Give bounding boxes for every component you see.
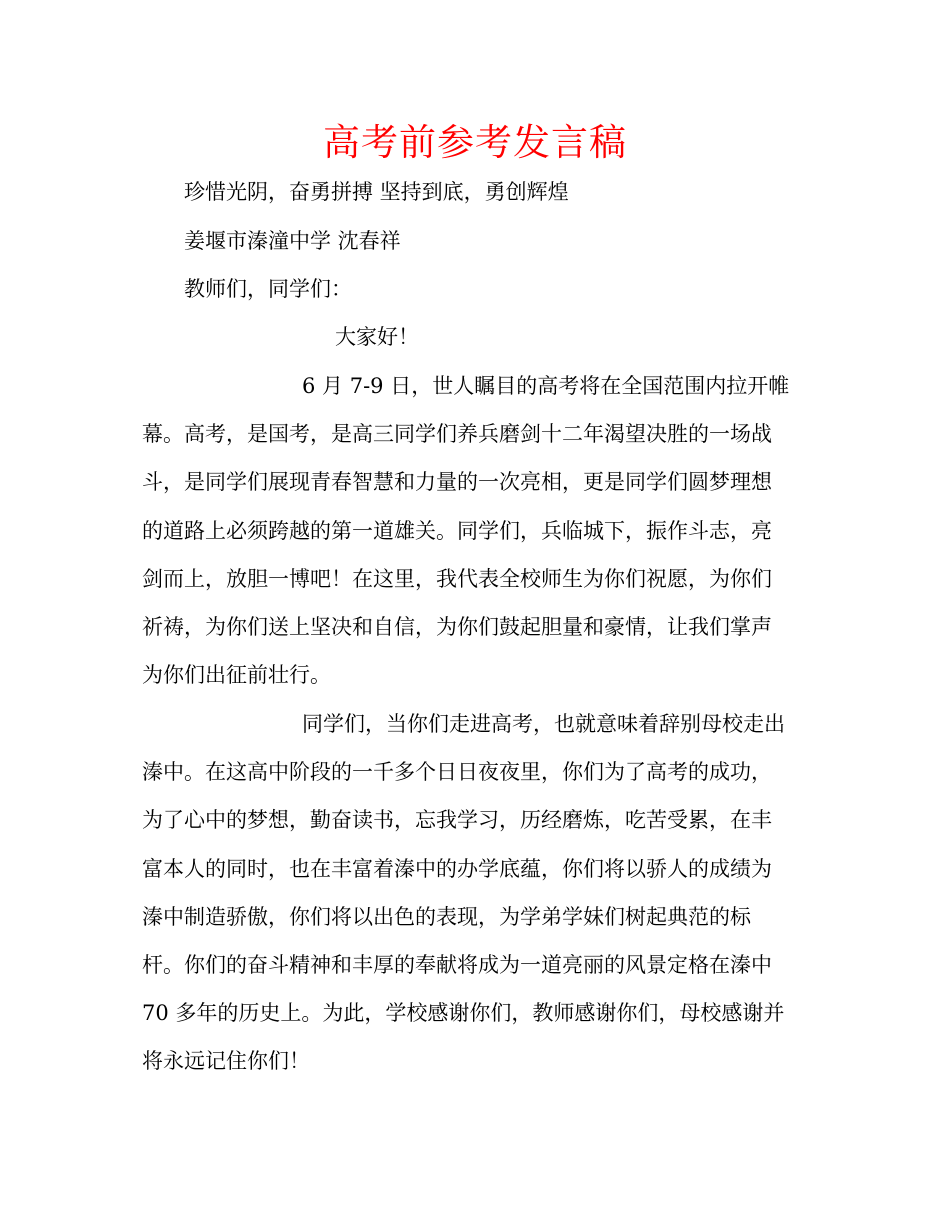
document-subtitle: 珍惜光阴，奋勇拼搏 坚持到底，勇创辉煌 — [184, 180, 569, 204]
paragraph-line: 斗，是同学们展现青春智慧和力量的一次亮相，更是同学们圆梦理想 — [142, 470, 772, 495]
paragraph-line: 溱中。在这高中阶段的一千多个日日夜夜里，你们为了高考的成功， — [142, 760, 772, 785]
paragraph-line: 同学们，当你们走进高考，也就意味着辞别母校走出 — [302, 712, 785, 736]
paragraph-line: 幕。高考，是国考，是高三同学们养兵磨剑十二年渴望决胜的一场战 — [142, 422, 772, 447]
paragraph-line: 杆。你们的奋斗精神和丰厚的奉献将成为一道亮丽的风景定格在溱中 — [142, 953, 772, 978]
document-author: 姜堰市溱潼中学 沈春祥 — [184, 229, 401, 253]
paragraph-line: 为你们出征前壮行。 — [142, 663, 331, 688]
document-title: 高考前参考发言稿 — [323, 121, 627, 164]
paragraph-1 — [142, 362, 802, 699]
paragraph-line: 富本人的同时，也在丰富着溱中的办学底蕴，你们将以骄人的成绩为 — [142, 856, 772, 881]
greeting: 大家好！ — [335, 325, 419, 349]
paragraph-line: 溱中制造骄傲，你们将以出色的表现，为学弟学妹们树起典范的标 — [142, 904, 751, 929]
paragraph-2 — [142, 700, 802, 1086]
paragraph-line: 的道路上必须跨越的第一道雄关。同学们，兵临城下，振作斗志，亮 — [142, 518, 772, 543]
paragraph-line: 70 多年的历史上。为此，学校感谢你们，教师感谢你们，母校感谢并 — [142, 1001, 785, 1026]
paragraph-line: 剑而上，放胆一博吧！在这里，我代表全校师生为你们祝愿，为你们 — [142, 566, 772, 591]
paragraph-line: 祈祷，为你们送上坚决和自信，为你们鼓起胆量和豪情，让我们掌声 — [142, 615, 772, 640]
paragraph-line: 6 月 7-9 日，世人瞩目的高考将在全国范围内拉开帷 — [302, 374, 790, 398]
salutation: 教师们，同学们： — [184, 277, 352, 301]
paragraph-line: 将永远记住你们！ — [142, 1049, 310, 1074]
paragraph-line: 为了心中的梦想，勤奋读书，忘我学习，历经磨炼，吃苦受累，在丰 — [142, 808, 772, 833]
